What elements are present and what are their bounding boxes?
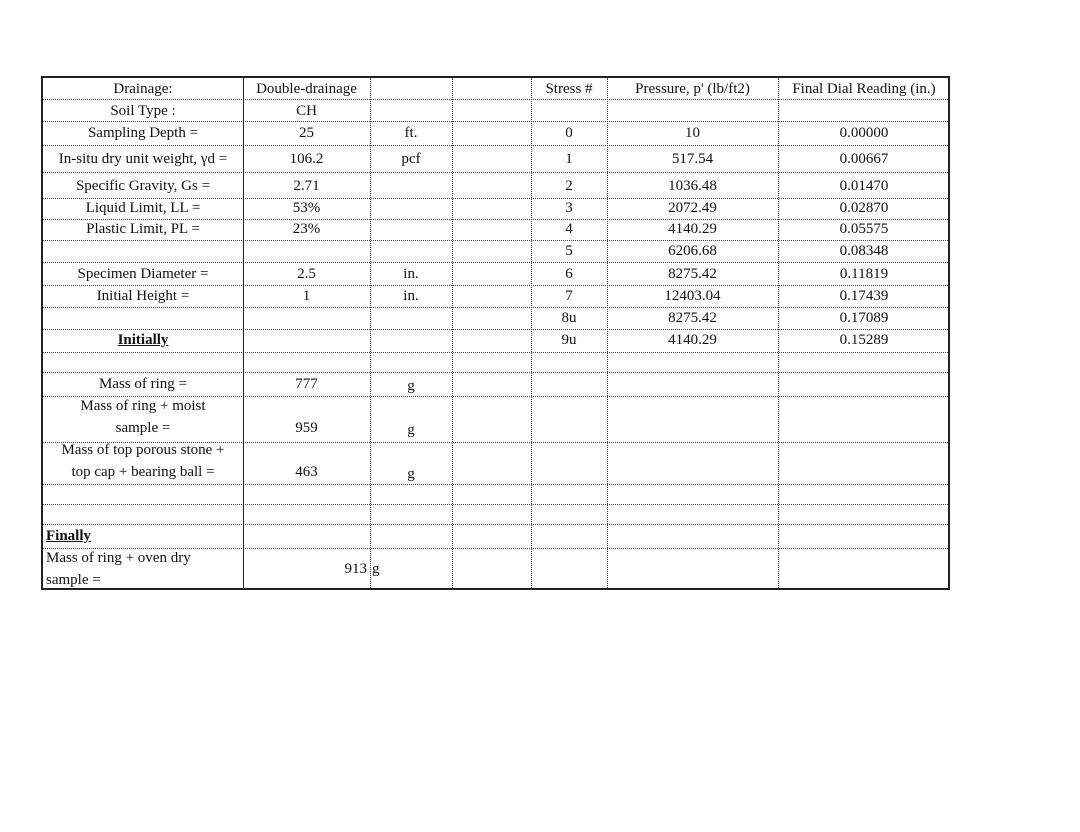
mass-oven-unit: g [372, 561, 380, 577]
dial-cell: 0.17439 [839, 288, 889, 304]
mass-ring-moist-value: 959 [295, 420, 318, 436]
liquid-limit-label: Liquid Limit, LL = [85, 200, 201, 216]
gridline [43, 99, 948, 100]
dial-cell: 0.17089 [839, 310, 889, 326]
stress-cell: 3 [565, 200, 573, 216]
plastic-limit-value: 23% [292, 221, 321, 237]
soil-type-value: CH [296, 103, 317, 119]
mass-top-unit: g [407, 466, 415, 482]
mass-top-label-line2: top cap + bearing ball = [71, 464, 215, 480]
dial-cell: 0.05575 [839, 221, 889, 237]
specific-gravity-label: Specific Gravity, Gs = [75, 178, 211, 194]
gridline [43, 172, 948, 173]
mass-ring-moist-label-line2: sample = [115, 420, 171, 436]
soil-type-label: Soil Type : [110, 103, 176, 119]
plastic-limit-label: Plastic Limit, PL = [86, 221, 200, 237]
stress-number-header: Stress # [545, 81, 593, 97]
dial-cell: 0.00000 [839, 125, 889, 141]
stress-cell: 2 [565, 178, 573, 194]
dial-cell: 0.11819 [839, 266, 889, 282]
pressure-cell: 2072.49 [668, 200, 717, 216]
initially-heading: Initially [117, 332, 169, 348]
stress-cell: 5 [565, 243, 573, 259]
dry-unit-weight-unit: pcf [401, 151, 421, 167]
consolidation-data-sheet [41, 76, 950, 590]
dry-unit-weight-value: 106.2 [289, 151, 324, 167]
stress-cell: 7 [565, 288, 573, 304]
mass-oven-label-line1: Mass of ring + oven dry [46, 550, 191, 566]
stress-cell: 6 [565, 266, 573, 282]
dial-reading-header: Final Dial Reading (in.) [792, 81, 936, 97]
stress-cell: 9u [561, 332, 577, 348]
mass-ring-moist-label-line1: Mass of ring + moist [80, 398, 206, 414]
mass-ring-value: 777 [295, 376, 318, 392]
gridline [43, 145, 948, 146]
pressure-cell: 4140.29 [668, 332, 717, 348]
sampling-depth-label: Sampling Depth = [87, 125, 199, 141]
gridline [43, 121, 948, 122]
dry-unit-weight-label: In-situ dry unit weight, γd = [58, 151, 228, 167]
mass-oven-label-line2: sample = [46, 572, 101, 588]
column-divider [452, 78, 453, 588]
gridline [43, 329, 948, 330]
stress-cell: 1 [565, 151, 573, 167]
mass-ring-label: Mass of ring = [98, 376, 188, 392]
gridline [43, 285, 948, 286]
pressure-cell: 10 [685, 125, 700, 141]
sampling-depth-value: 25 [299, 125, 314, 141]
gridline [43, 240, 948, 241]
drainage-value: Double-drainage [256, 81, 357, 97]
specimen-diameter-unit: in. [403, 266, 419, 282]
pressure-cell: 12403.04 [664, 288, 721, 304]
gridline [43, 262, 948, 263]
gridline [43, 484, 948, 485]
specimen-diameter-value: 2.5 [297, 266, 316, 282]
drainage-label: Drainage: [113, 81, 173, 97]
initial-height-unit: in. [403, 288, 419, 304]
stress-cell: 8u [561, 310, 577, 326]
mass-oven-value: 913 [344, 561, 367, 577]
stress-cell: 0 [565, 125, 573, 141]
dial-cell: 0.15289 [839, 332, 889, 348]
specimen-diameter-label: Specimen Diameter = [77, 266, 209, 282]
dial-cell: 0.08348 [839, 243, 889, 259]
gridline [43, 352, 948, 353]
mass-ring-moist-unit: g [407, 422, 415, 438]
dial-cell: 0.02870 [839, 200, 889, 216]
finally-heading: Finally [46, 528, 92, 544]
liquid-limit-value: 53% [292, 200, 321, 216]
gridline [43, 524, 948, 525]
dial-cell: 0.01470 [839, 178, 889, 194]
initial-height-label: Initial Height = [96, 288, 190, 304]
initial-height-value: 1 [302, 288, 311, 304]
pressure-cell: 6206.68 [668, 243, 717, 259]
mass-top-value: 463 [295, 464, 318, 480]
dial-cell: 0.00667 [839, 151, 889, 167]
mass-ring-unit: g [407, 378, 415, 394]
gridline [43, 504, 948, 505]
mass-top-label-line1: Mass of top porous stone + [61, 442, 225, 458]
pressure-cell: 517.54 [671, 151, 714, 167]
pressure-cell: 8275.42 [668, 310, 717, 326]
stress-cell: 4 [565, 221, 573, 237]
pressure-cell: 1036.48 [668, 178, 717, 194]
pressure-cell: 4140.29 [668, 221, 717, 237]
pressure-header: Pressure, p' (lb/ft2) [635, 81, 750, 97]
sampling-depth-unit: ft. [404, 125, 418, 141]
gridline [43, 372, 948, 373]
specific-gravity-value: 2.71 [293, 178, 320, 194]
pressure-cell: 8275.42 [668, 266, 717, 282]
gridline [43, 307, 948, 308]
